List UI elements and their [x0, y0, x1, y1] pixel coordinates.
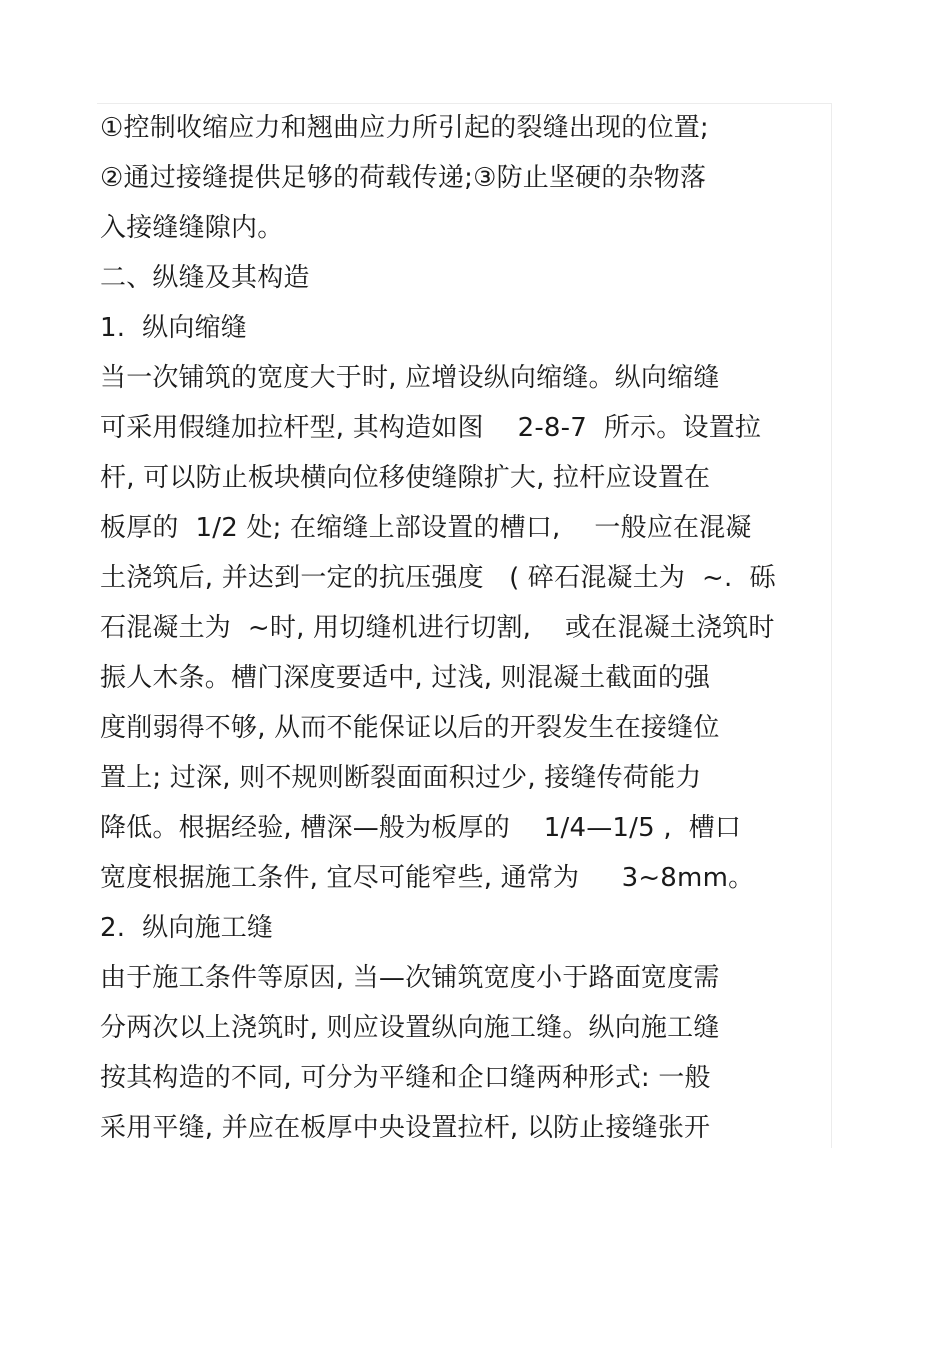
subsection-heading: 2. 纵向施工缝 [100, 913, 274, 943]
text-line: 宽度根据施工条件, 宜尽可能窄些, 通常为 3~8mm。 [100, 863, 755, 893]
section-heading: 二、纵缝及其构造 [100, 263, 310, 293]
text-line: 可采用假缝加拉杆型, 其构造如图 2-8-7 所示。设置拉 [100, 413, 762, 443]
text-line: 由于施工条件等原因, 当—次铺筑宽度小于路面宽度需 [100, 963, 720, 993]
text-line: 板厚的 1/2 处; 在缩缝上部设置的槽口, 一般应在混凝 [100, 513, 752, 543]
text-line: 土浇筑后, 并达到一定的抗压强度 ( 碎石混凝土为 ~. 砾 [100, 563, 776, 593]
text-line: 石混凝土为 ~时, 用切缝机进行切割, 或在混凝土浇筑时 [100, 613, 775, 643]
subsection-heading: 1. 纵向缩缝 [100, 313, 247, 343]
text-line: 置上; 过深, 则不规则断裂面面积过少, 接缝传荷能力 [100, 763, 702, 793]
text-line: 采用平缝, 并应在板厚中央设置拉杆, 以防止接缝张开 [100, 1113, 711, 1143]
text-line: 杆, 可以防止板块横向位移使缝隙扩大, 拉杆应设置在 [100, 463, 711, 493]
text-line: 按其构造的不同, 可分为平缝和企口缝两种形式: 一般 [100, 1063, 711, 1093]
text-line: 分两次以上浇筑时, 则应设置纵向施工缝。纵向施工缝 [100, 1013, 720, 1043]
document-body [100, 103, 835, 1153]
text-line: 度削弱得不够, 从而不能保证以后的开裂发生在接缝位 [100, 713, 720, 743]
text-line: ②通过接缝提供足够的荷载传递;③防止坚硬的杂物落 [100, 163, 707, 193]
text-line: 入接缝缝隙内。 [100, 213, 284, 243]
text-line: 振人木条。槽门深度要适中, 过浅, 则混凝土截面的强 [100, 663, 711, 693]
text-line: 降低。根据经验, 槽深—般为板厚的 1/4—1/5 , 槽口 [100, 813, 742, 843]
text-line: 当一次铺筑的宽度大于时, 应增设纵向缩缝。纵向缩缝 [100, 363, 720, 393]
text-line: ①控制收缩应力和翘曲应力所引起的裂缝出现的位置; [100, 113, 709, 143]
